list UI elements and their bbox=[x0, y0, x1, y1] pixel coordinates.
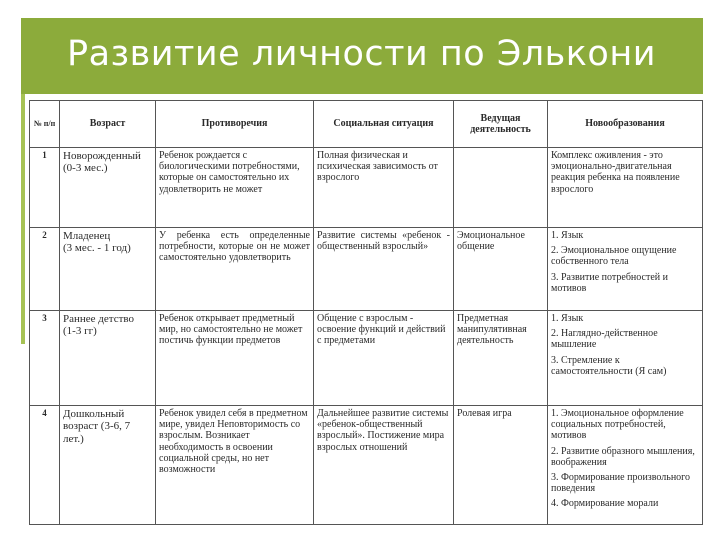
age-name: Новорожденный bbox=[63, 150, 141, 162]
elkonin-table bbox=[29, 100, 703, 525]
neoformation-item: 1. Язык bbox=[551, 230, 584, 241]
row-number: 3 bbox=[30, 311, 60, 406]
age-name: Младенец bbox=[63, 230, 111, 242]
age-cell bbox=[60, 311, 156, 406]
neoformation-item: 3. Формирование произвольного поведения bbox=[551, 471, 691, 495]
age-range: (3 мес. - 1 год) bbox=[63, 242, 131, 255]
header-num: № п/п bbox=[30, 101, 60, 148]
neoformation-item: 1. Язык bbox=[551, 313, 584, 324]
neoformation-item: Комплекс оживления - это эмоционально-двигательная реакция ребенка на появление взрослого bbox=[551, 150, 680, 195]
age-name: Дошкольный bbox=[63, 408, 125, 420]
age-cell bbox=[60, 148, 156, 228]
neoformation-item: 2. Эмоциональное ощущение собственного тела bbox=[551, 245, 677, 268]
contradiction-cell: Ребенок открывает предметный мир, но самостоятельно не может постичь функции предметов bbox=[156, 311, 314, 406]
header-social-situation: Социальная ситуация bbox=[314, 101, 454, 148]
neoformation-item: 3. Развитие потребностей и мотивов bbox=[551, 271, 668, 294]
leading-activity-cell: Эмоциональное общение bbox=[454, 228, 548, 311]
age-cell bbox=[60, 228, 156, 311]
table-row bbox=[30, 148, 703, 228]
table-row bbox=[30, 406, 703, 525]
left-accent-rule bbox=[21, 94, 25, 344]
slide-title-bar bbox=[21, 18, 703, 94]
social-situation-cell: Дальнейшее развитие системы «ребенок-общественный взрослый». Постижение мира взрослых отношений bbox=[314, 406, 454, 525]
row-number: 2 bbox=[30, 228, 60, 311]
age-range: возраст (3-6, 7 лет.) bbox=[63, 420, 131, 445]
social-situation-cell: Общение с взрослым - освоение функций и действий с предметами bbox=[314, 311, 454, 406]
header-leading-activity: Ведущая деятельность bbox=[454, 101, 548, 148]
contradiction-cell: Ребенок увидел себя в предметном мире, увидел Неповторимость со взрослым. Возникает необходимость в освоении социальной среды, но нет возможности bbox=[156, 406, 314, 525]
age-range: (1-3 гг) bbox=[63, 325, 97, 338]
age-name: Раннее детство bbox=[63, 313, 135, 325]
neoformations-cell bbox=[548, 311, 703, 406]
neoformations-cell bbox=[548, 406, 703, 525]
age-cell bbox=[60, 406, 156, 525]
neoformation-item: 1. Эмоциональное оформление социальных потребностей, мотивов bbox=[551, 408, 684, 442]
table-row bbox=[30, 311, 703, 406]
neoformations-cell bbox=[548, 228, 703, 311]
neoformation-item: 2. Наглядно-действенное мышление bbox=[551, 328, 658, 351]
header-row bbox=[30, 101, 703, 148]
neoformations-cell bbox=[548, 148, 703, 228]
table-row bbox=[30, 228, 703, 311]
leading-activity-cell: Ролевая игра bbox=[454, 406, 548, 525]
row-number: 1 bbox=[30, 148, 60, 228]
age-range: (0-3 мес.) bbox=[63, 162, 108, 175]
row-number: 4 bbox=[30, 406, 60, 525]
header-contradictions: Противоречия bbox=[156, 101, 314, 148]
leading-activity-cell: Предметная манипулятивная деятельность bbox=[454, 311, 548, 406]
neoformation-item: 4. Формирование морали bbox=[551, 498, 659, 510]
neoformation-item: 2. Развитие образного мышления, воображения bbox=[551, 445, 695, 468]
contradiction-cell: Ребенок рождается с биологическими потребностями, которые он самостоятельно их удовлетворить не может bbox=[156, 148, 314, 228]
social-situation-cell: Полная физическая и психическая зависимость от взрослого bbox=[314, 148, 454, 228]
header-age: Возраст bbox=[60, 101, 156, 148]
header-neoformations: Новообразования bbox=[548, 101, 703, 148]
slide-title: Развитие личности по Элькони bbox=[67, 34, 656, 74]
contradiction-cell: У ребенка есть определенные потребности, которые он не может самостоятельно удовлетворить bbox=[156, 228, 314, 311]
leading-activity-cell bbox=[454, 148, 548, 228]
neoformation-item: 3. Стремление к самостоятельности (Я сам) bbox=[551, 354, 667, 377]
social-situation-cell: Развитие системы «ребенок - общественный взрослый» bbox=[314, 228, 454, 311]
